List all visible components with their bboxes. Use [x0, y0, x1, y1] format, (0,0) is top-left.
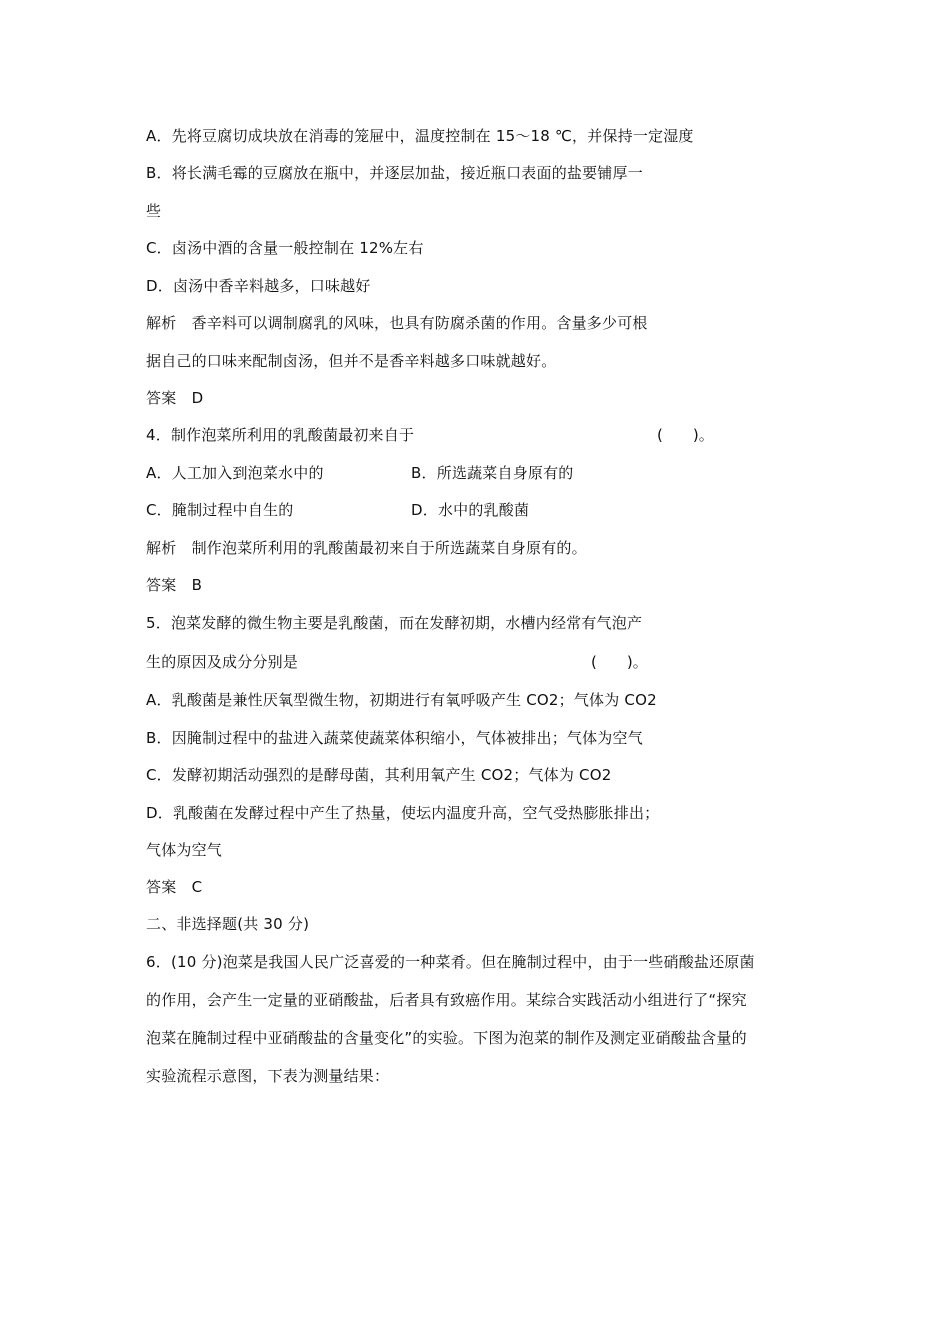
q5-option-b: B．因腌制过程中的盐进入蔬菜使蔬菜体积缩小，气体被排出；气体为空气 [146, 729, 643, 747]
q3-option-b-line2: 些 [146, 202, 162, 220]
q3-option-c: C．卤汤中酒的含量一般控制在 12%左右 [146, 239, 424, 257]
q3-option-d: D．卤汤中香辛料越多，口味越好 [146, 277, 371, 295]
q4-option-d: D．水中的乳酸菌 [411, 501, 530, 519]
q5-answer: 答案 C [146, 878, 203, 896]
q3-analysis-line2: 据自己的口味来配制卤汤，但并不是香辛料越多口味就越好。 [146, 352, 557, 370]
q4-stem: 4．制作泡菜所利用的乳酸菌最初来自于 [146, 426, 415, 444]
q3-option-b-line1: B．将长满毛霉的豆腐放在瓶中，并逐层加盐，接近瓶口表面的盐要铺厚一 [146, 164, 643, 182]
q4-option-c: C．腌制过程中自生的 [146, 501, 294, 519]
q6-line3: 泡菜在腌制过程中亚硝酸盐的含量变化”的实验。下图为泡菜的制作及测定亚硝酸盐含量的 [146, 1029, 747, 1047]
q5-option-c: C．发酵初期活动强烈的是酵母菌，其利用氧产生 CO2；气体为 CO2 [146, 766, 612, 784]
q5-option-d-line2: 气体为空气 [146, 841, 223, 859]
q6-line4: 实验流程示意图，下表为测量结果： [146, 1067, 390, 1085]
q3-answer: 答案 D [146, 389, 204, 407]
q5-stem-line2: 生的原因及成分分别是 [146, 653, 299, 671]
q4-option-b: B．所选蔬菜自身原有的 [411, 464, 574, 482]
q6-line1: 6．(10 分)泡菜是我国人民广泛喜爱的一种菜肴。但在腌制过程中，由于一些硝酸盐还原菌 [146, 953, 755, 971]
q4-analysis: 解析 制作泡菜所利用的乳酸菌最初来自于所选蔬菜自身原有的。 [146, 539, 587, 557]
q4-answer-bracket: ( )。 [657, 426, 714, 444]
q5-stem-line1: 5．泡菜发酵的微生物主要是乳酸菌，而在发酵初期，水槽内经常有气泡产 [146, 614, 643, 632]
q5-answer-bracket: ( )。 [591, 653, 648, 671]
q3-option-a: A．先将豆腐切成块放在消毒的笼屉中，温度控制在 15～18 ℃，并保持一定湿度 [146, 127, 694, 145]
section-heading: 二、非选择题(共 30 分) [146, 915, 310, 933]
q3-analysis-line1: 解析 香辛料可以调制腐乳的风味，也具有防腐杀菌的作用。含量多少可根 [146, 314, 648, 332]
q4-answer: 答案 B [146, 576, 203, 594]
q6-line2: 的作用，会产生一定量的亚硝酸盐，后者具有致癌作用。某综合实践活动小组进行了“探究 [146, 991, 747, 1009]
q5-option-d-line1: D．乳酸菌在发酵过程中产生了热量，使坛内温度升高，空气受热膨胀排出； [146, 804, 660, 822]
q5-option-a: A．乳酸菌是兼性厌氧型微生物，初期进行有氧呼吸产生 CO2；气体为 CO2 [146, 691, 657, 709]
q4-option-a: A．人工加入到泡菜水中的 [146, 464, 324, 482]
